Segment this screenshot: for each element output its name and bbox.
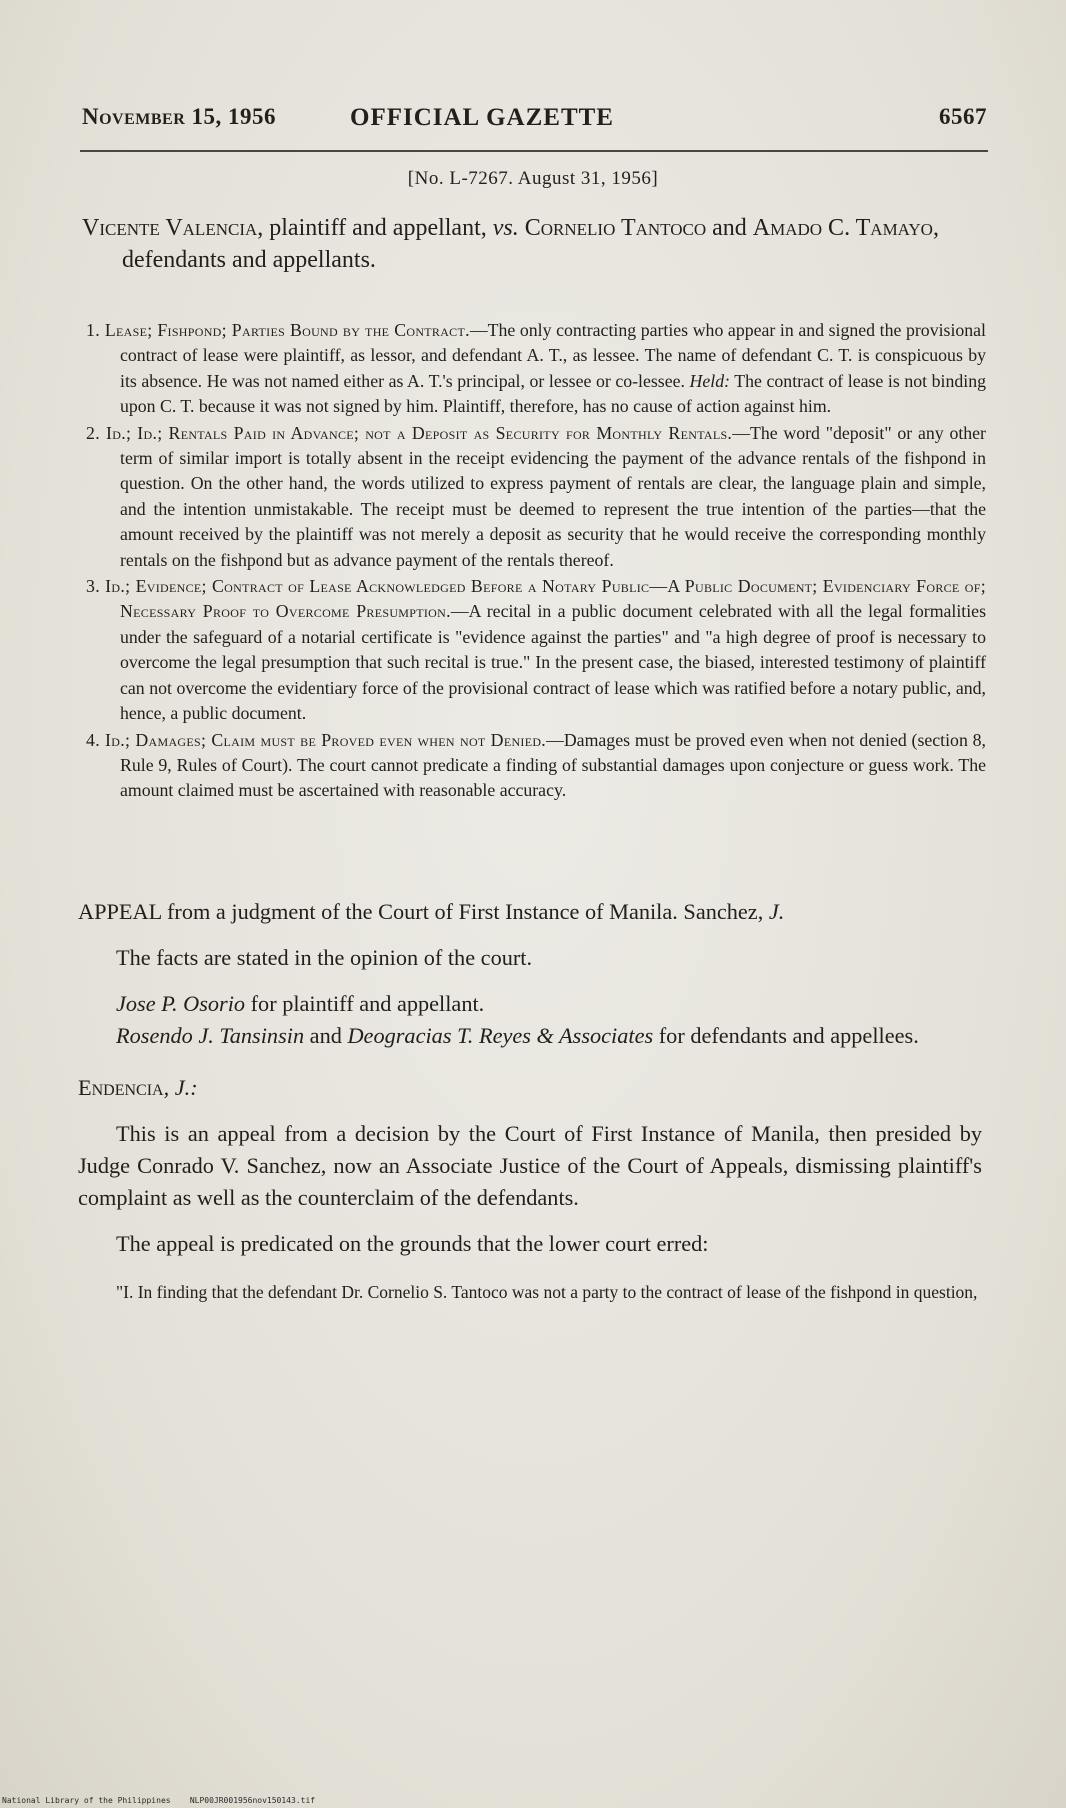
quoted-error: "I. In finding that the defendant Dr. Cornelio S. Tantoco was not a party to the contract of lease of the fishpond in question, <box>116 1282 978 1302</box>
footer-file-id: NLP00JR001956nov150143.tif <box>189 1796 316 1805</box>
counsel-role: for plaintiff and appellant. <box>245 991 485 1016</box>
syllabus-item <box>86 574 986 726</box>
defendant-name-2: Amado C. Tamayo <box>752 215 933 241</box>
header-rule <box>80 150 988 152</box>
versus-label: vs. <box>492 215 519 241</box>
parties-text: , plaintiff and appellant, <box>257 215 493 241</box>
facts-statement: The facts are stated in the opinion of the court. <box>116 945 533 970</box>
syllabus-text: —The word "deposit" or any other term of similar import is totally absent in the receipt evidencing the payment of the advance rentals of the fishpond in question. On the other hand, the words utilized to express payment of rentals are clear, the language plain and simple, and the intention unmistakable. The receipt must be deemed to represent the true intention of the parties—that the amount received by the plaintiff was not merely a deposit as security that he would receive the corresponding monthly rentals on the fishpond but as advance payment of the rentals thereof. <box>120 422 986 570</box>
syllabus-text: —The only contracting parties who appear in and signed the provisional contract of lease were plaintiff, as lessor, and defendant A. T., as lessee. The name of defendant C. T. is conspicuous by its absence. He was not named either as A. T.'s principal, or lessee or co-lessee. <box>120 320 986 391</box>
opinion-paragraph: The appeal is predicated on the grounds that the lower court erred: <box>116 1231 709 1256</box>
syllabus-text: —A recital in a public document celebrated with all the legal formalities under the safeguard of a notarial certificate is "evidence against the parties" and "a high degree of proof is necessary to overcome the legal presumption that such recital is true." In the present case, the biased, interested testimony of plaintiff can not overcome the evidentiary force of the provisional contract of lease which was ratified before a notary public, and, hence, a public document. <box>120 601 986 724</box>
ponente-line <box>78 1072 982 1104</box>
case-parties <box>82 212 1002 276</box>
page-header <box>82 104 987 144</box>
syllabus-heading: 4. Id.; Damages; Claim must be Proved even when not Denied. <box>86 729 547 750</box>
appeal-judge: J. <box>768 899 785 924</box>
syllabus-item <box>86 318 986 420</box>
syllabus-item <box>86 421 986 573</box>
case-number: [No. L-7267. August 31, 1956] <box>407 168 659 189</box>
parties-and: and <box>706 215 753 241</box>
ponente-name: Endencia <box>78 1075 164 1100</box>
scan-footer <box>2 1796 315 1805</box>
syllabus-text: The contract of lease is not binding upon C. T. because it was not signed by him. Plaintiff, therefore, has no cause of action against him. <box>120 370 986 417</box>
counsel-name: Jose P. Osorio <box>116 991 246 1016</box>
appeal-line <box>78 896 982 928</box>
syllabus <box>86 318 986 805</box>
counsel-plaintiff <box>78 988 982 1020</box>
counsel-name: Rosendo J. Tansinsin <box>116 1023 305 1048</box>
syllabus-text: —Damages must be proved even when not denied (section 8, Rule 9, Rules of Court). The court cannot predicate a finding of substantial damages upon conjecture or guess work. The amount claimed must be ascertained with reasonable accuracy. <box>120 729 986 801</box>
plaintiff-name: Vicente Valencia <box>82 215 258 241</box>
defendant-name-1: Cornelio Tantoco <box>518 215 707 241</box>
held-label: Held: <box>689 370 731 391</box>
syllabus-heading: 1. Lease; Fishpond; Parties Bound by the Contract. <box>86 320 470 340</box>
syllabus-item <box>86 728 986 804</box>
appeal-text: APPEAL from a judgment of the Court of First Instance of Manila. Sanchez, <box>78 899 769 924</box>
counsel-name: Deogracias T. Reyes & Associates <box>347 1023 654 1048</box>
header-date: November 15, 1956 <box>82 104 277 129</box>
counsel-and: and <box>304 1023 348 1048</box>
syllabus-heading: 2. Id.; Id.; Rentals Paid in Advance; not a Deposit as Security for Monthly Rentals. <box>86 422 733 443</box>
decision-body <box>78 896 982 1305</box>
header-page-number: 6567 <box>939 104 987 129</box>
counsel-defendants <box>78 1020 982 1052</box>
footer-library: National Library of the Philippines <box>2 1796 171 1805</box>
parties-text-end: , defendants and appellants. <box>122 215 939 273</box>
header-title: OFFICIAL GAZETTE <box>350 104 614 131</box>
syllabus-heading: 3. Id.; Evidence; Contract of Lease Acknowledged Before a Notary Public—A Public Document; Evidenciary Force of; Necessary Proof to Overcome Presumption. <box>86 576 986 622</box>
ponente-suffix: , J.: <box>163 1075 198 1100</box>
opinion-paragraph: This is an appeal from a decision by the Court of First Instance of Manila, then presided by Judge Conrado V. Sanchez, now an Associate Justice of the Court of Appeals, dismissing plaintiff's complaint as well as the counterclaim of the defendants. <box>78 1121 982 1210</box>
counsel-role: for defendants and appellees. <box>653 1023 919 1048</box>
